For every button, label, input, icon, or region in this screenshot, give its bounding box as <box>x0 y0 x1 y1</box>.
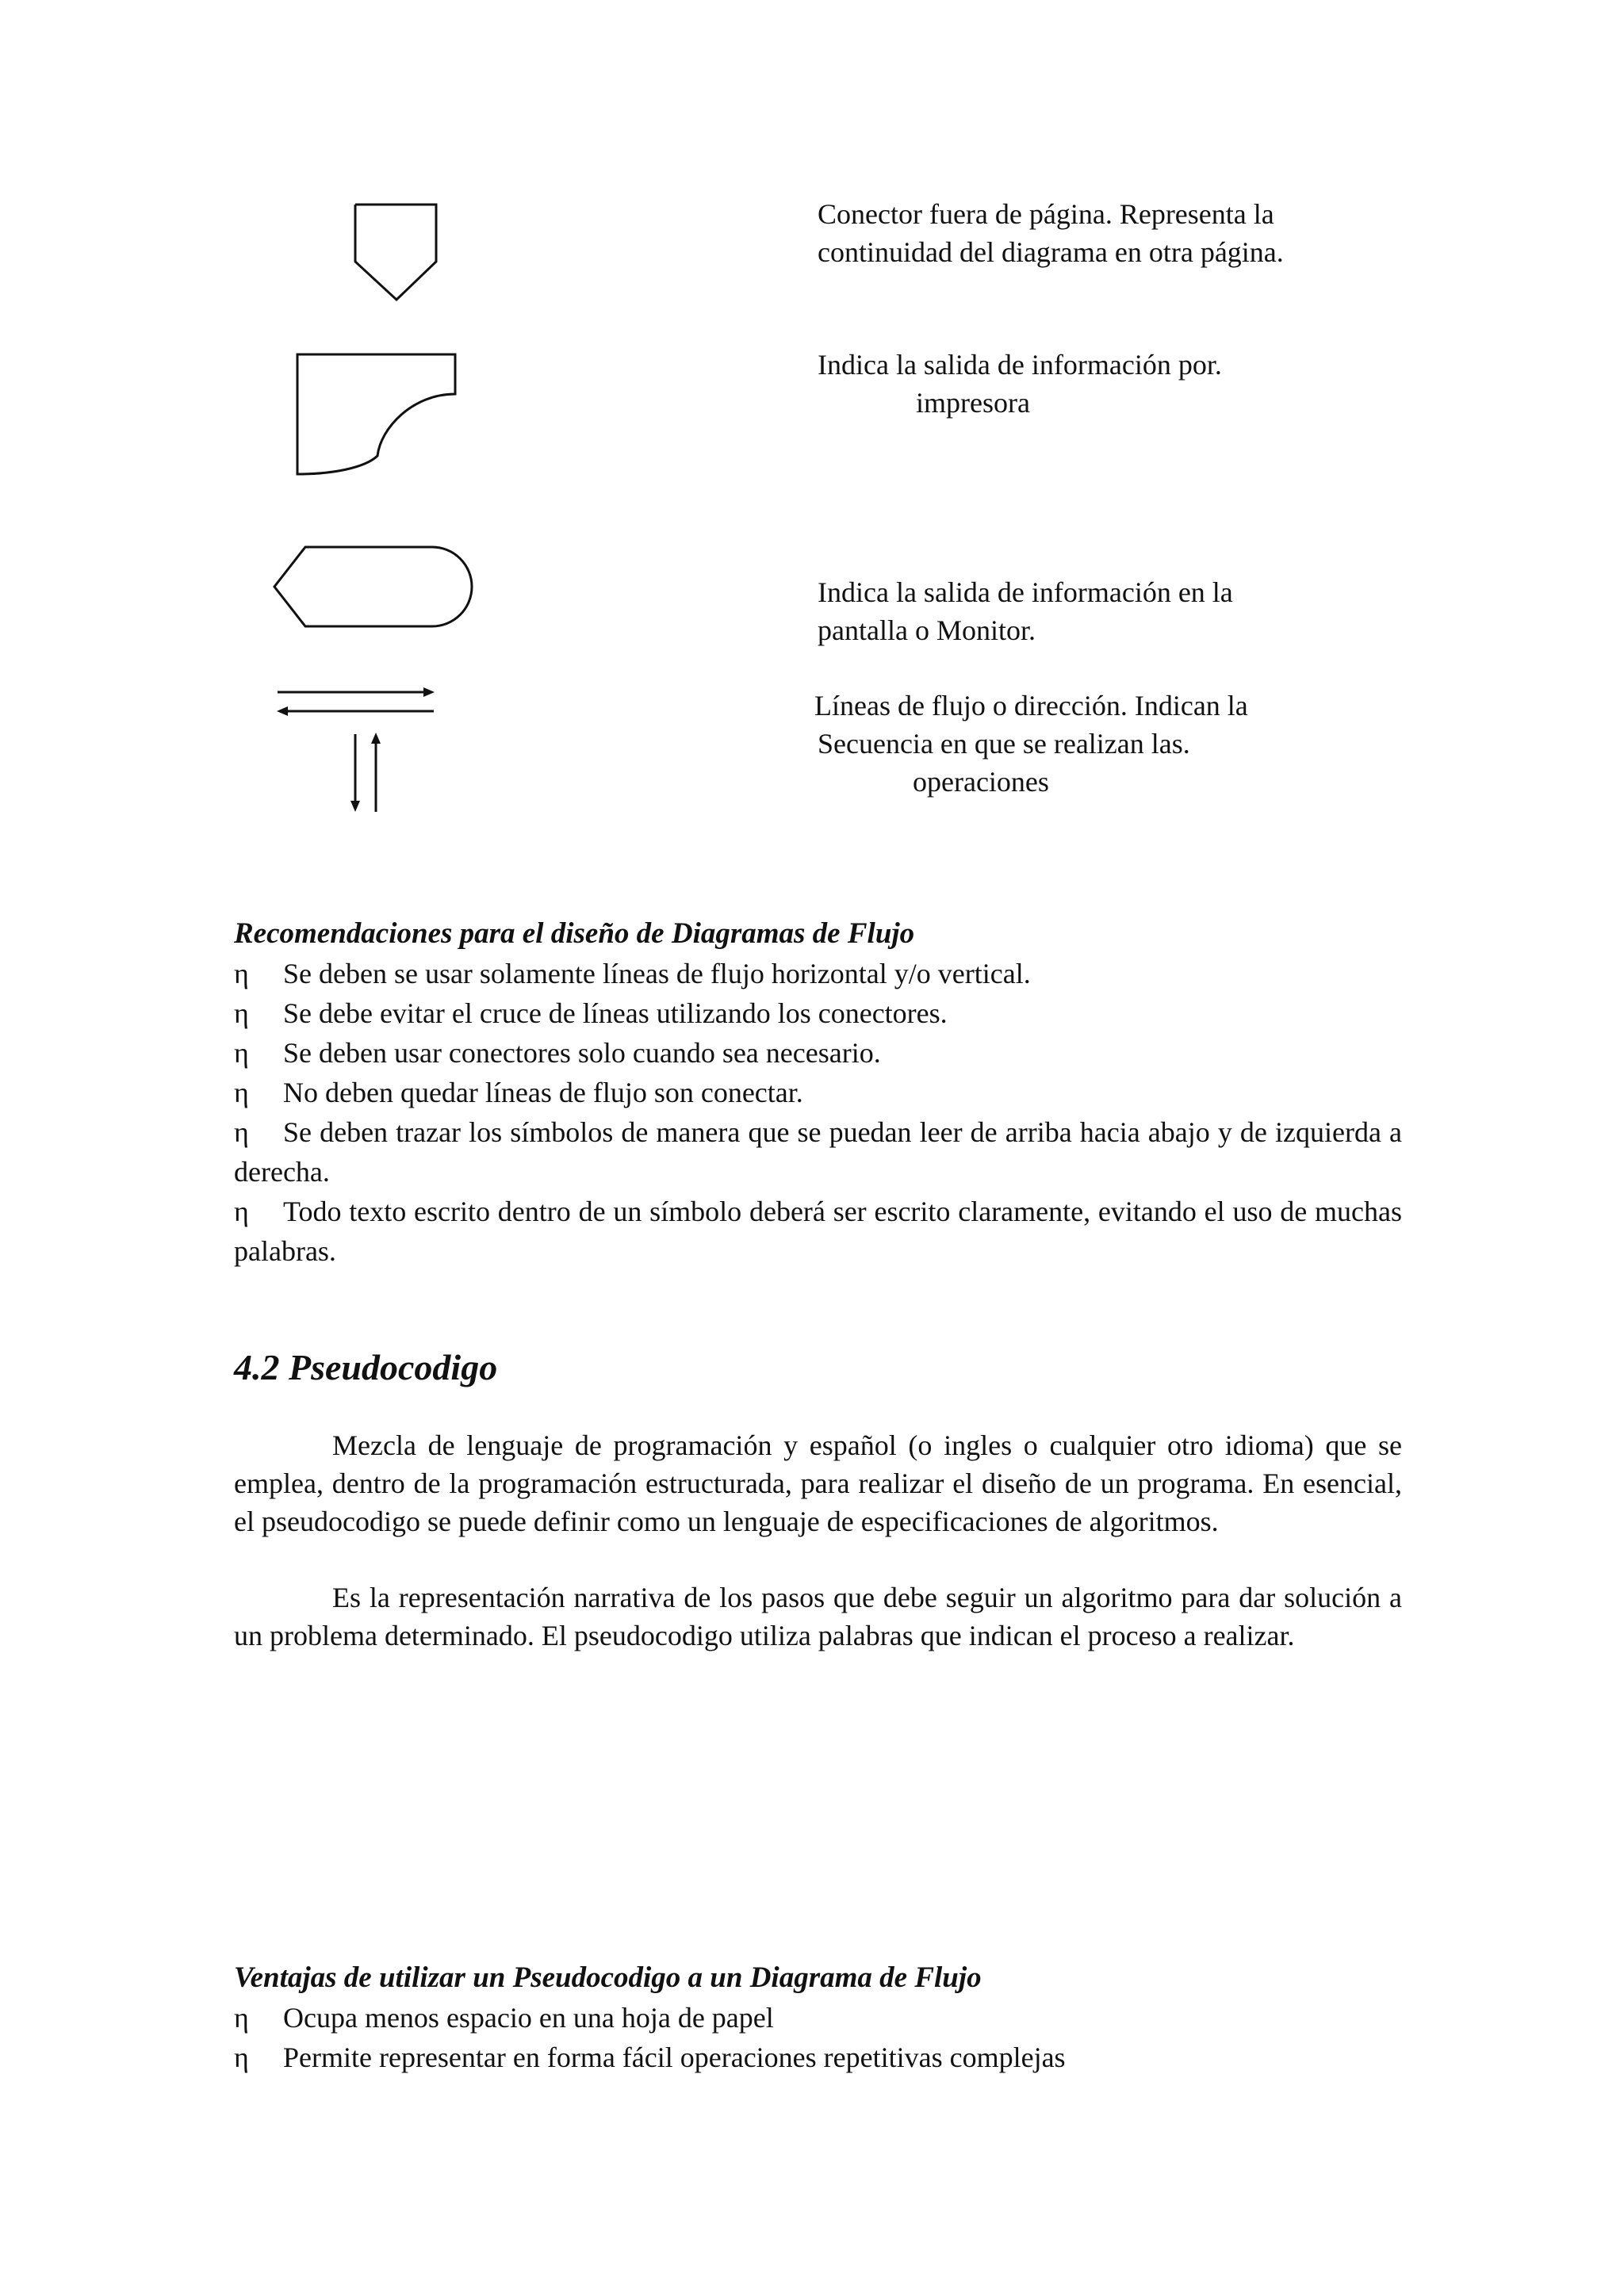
section-title: 4.2 Pseudocodigo <box>234 1347 498 1387</box>
bullet-eta-icon: η <box>234 958 249 989</box>
recommendation-item: η No deben quedar líneas de flujo son conectar. <box>234 1073 1402 1112</box>
bullet-eta-icon: η <box>234 997 249 1029</box>
bullet-eta-icon: η <box>234 1196 249 1227</box>
bullet-eta-icon: η <box>234 2042 249 2073</box>
bullet-eta-icon: η <box>234 1077 249 1108</box>
bullet-eta-icon: η <box>234 1037 249 1069</box>
section-paragraph: Es la representación narrativa de los pasos que debe seguir un algoritmo para dar solución a un problema determinado. El pseudocodigo utiliza palabras que indican el proceso a realizar. <box>234 1582 1402 1651</box>
symbol-description-printer-output: Indica la salida de información por. impresora <box>818 349 1222 419</box>
advantage-item: η Ocupa menos espacio en una hoja de papel <box>234 1998 1402 2038</box>
recommendation-item: η Se deben trazar los símbolos de manera que se puedan leer de arriba hacia abajo y de izquierda a derecha. <box>234 1112 1402 1192</box>
recommendation-item: η Se deben se usar solamente líneas de flujo horizontal y/o vertical. <box>234 954 1402 993</box>
bullet-eta-icon: η <box>234 1116 249 1148</box>
symbol-description-off-page-connector: Conector fuera de página. Representa la continuidad del diagrama en otra página. <box>818 198 1284 268</box>
advantages-heading: Ventajas de utilizar un Pseudocodigo a un Diagrama de Flujo <box>234 1961 982 1994</box>
bullet-eta-icon: η <box>234 2002 249 2034</box>
recommendation-item: η Todo texto escrito dentro de un símbolo deberá ser escrito claramente, evitando el uso de muchas palabras. <box>234 1192 1402 1271</box>
recommendations-heading: Recomendaciones para el diseño de Diagramas de Flujo <box>234 917 915 950</box>
symbol-description-display-output: Indica la salida de información en la pantalla o Monitor. <box>818 576 1233 646</box>
symbol-description-flow-lines: Líneas de flujo o dirección. Indican la Secuencia en que se realizan las. operaciones <box>814 690 1248 798</box>
section-paragraph: Mezcla de lenguaje de programación y español (o ingles o cualquier otro idioma) que se emplea, dentro de la programación estructurada, para realizar el diseño de un programa. En esencial, el pseudocodigo se puede definir como un lenguaje de especificaciones de algoritmos. <box>234 1429 1402 1537</box>
advantage-item: η Permite representar en forma fácil operaciones repetitivas complejas <box>234 2038 1402 2077</box>
flow-lines-icon <box>0 0 1624 872</box>
recommendation-item: η Se deben usar conectores solo cuando sea necesario. <box>234 1033 1402 1073</box>
recommendation-item: η Se debe evitar el cruce de líneas utilizando los conectores. <box>234 993 1402 1033</box>
